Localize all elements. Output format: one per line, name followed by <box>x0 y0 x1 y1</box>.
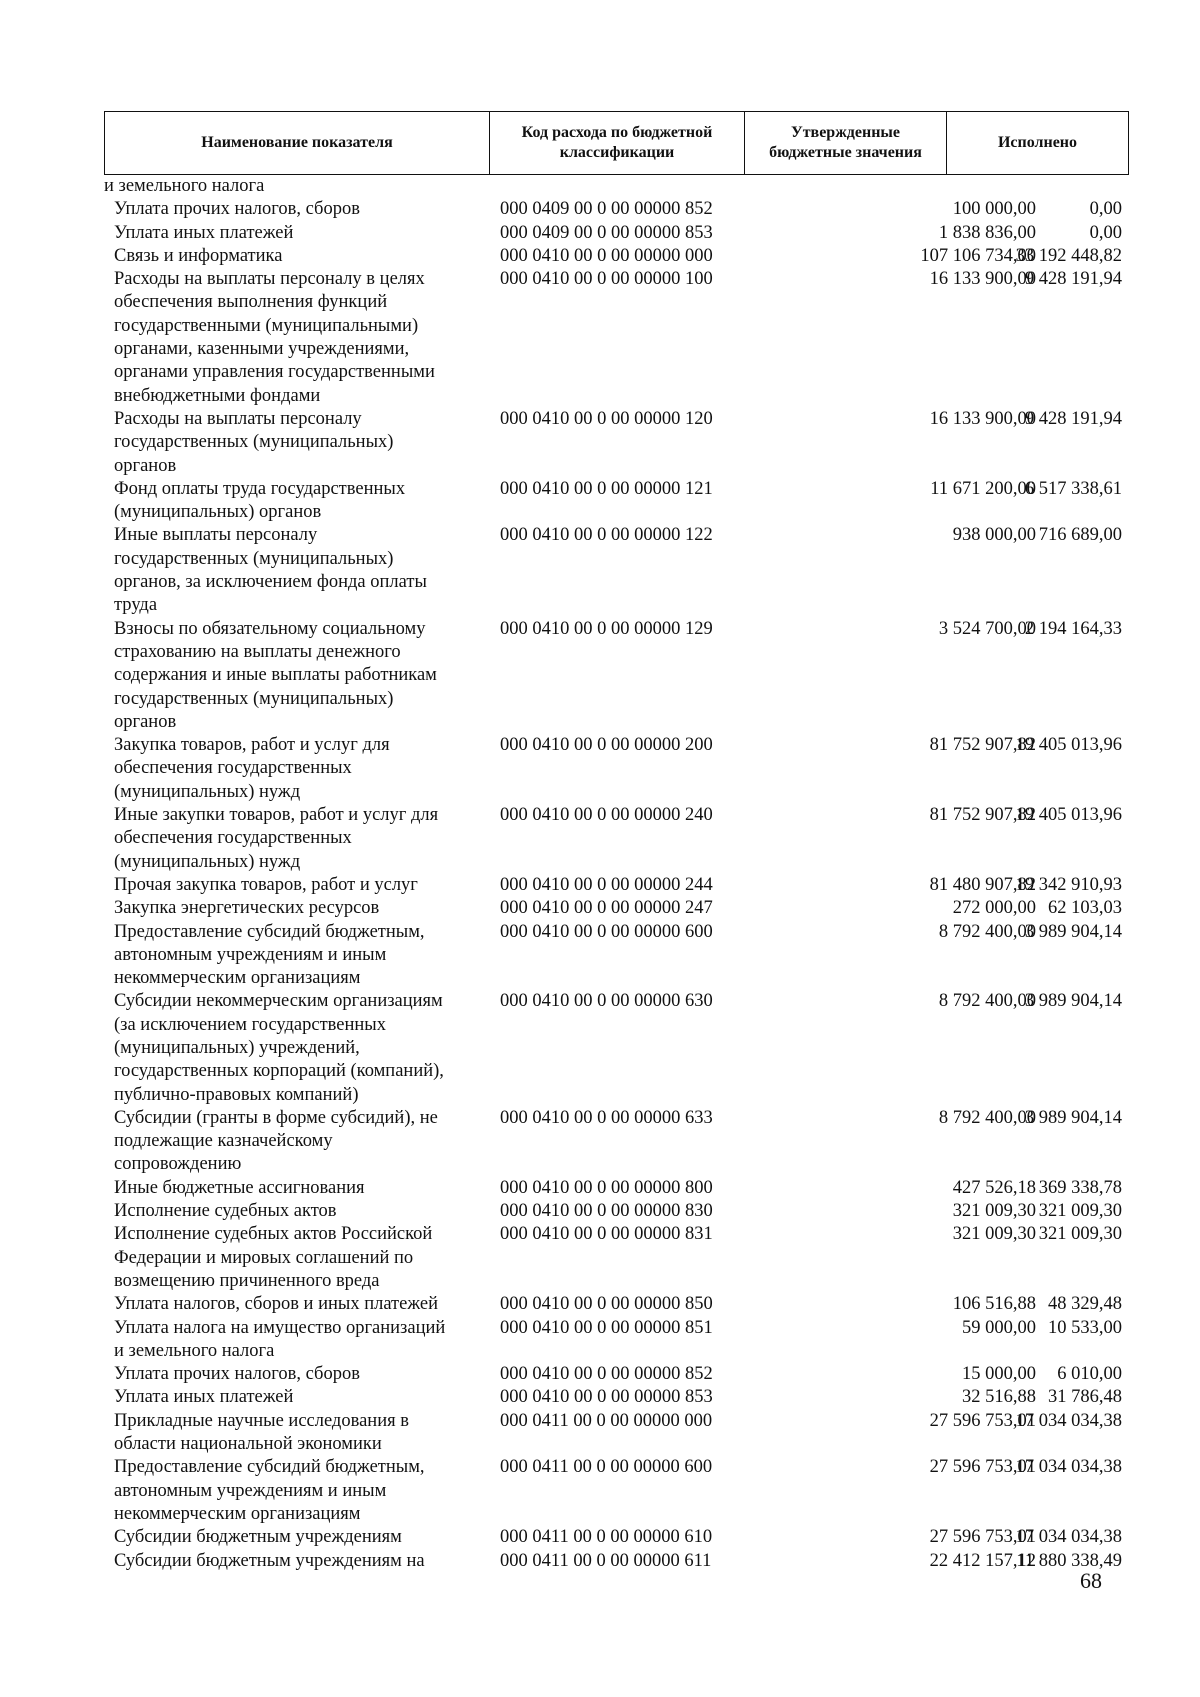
row-name-line: Взносы по обязательному социальному <box>114 618 426 639</box>
row-name-line: Прочая закупка товаров, работ и услуг <box>114 874 418 895</box>
row-executed: 33 192 448,82 <box>1015 245 1122 266</box>
row-code: 000 0410 00 0 00 00000 633 <box>500 1107 713 1128</box>
table-body <box>104 175 1128 1573</box>
row-approved: 8 792 400,00 <box>938 991 1036 1012</box>
row-name <box>104 1177 478 1200</box>
row-executed: 0,00 <box>1089 222 1122 243</box>
row-code: 000 0410 00 0 00 00000 200 <box>500 735 713 756</box>
row-name <box>104 1456 478 1526</box>
table-row <box>104 245 1128 268</box>
row-executed: 369 338,78 <box>1038 1177 1122 1198</box>
row-name-line: Субсидии бюджетным учреждениям <box>114 1527 402 1548</box>
row-name-line: и земельного налога <box>104 176 265 196</box>
row-approved: 8 792 400,00 <box>938 921 1036 942</box>
row-name-line: (муниципальных) органов <box>114 502 322 523</box>
row-executed: 62 103,03 <box>1048 898 1122 919</box>
row-name <box>104 734 478 804</box>
row-name-line: Иные бюджетные ассигнования <box>114 1177 365 1198</box>
row-approved: 427 526,18 <box>952 1177 1036 1198</box>
row-executed: 2 194 164,33 <box>1024 618 1122 639</box>
row-code: 000 0411 00 0 00 00000 600 <box>500 1457 713 1478</box>
row-approved: 106 516,88 <box>952 1294 1036 1315</box>
row-name <box>104 1410 478 1457</box>
row-name-line: Федерации и мировых соглашений по <box>114 1247 414 1268</box>
row-name <box>104 1363 478 1386</box>
row-code: 000 0410 00 0 00 00000 129 <box>500 618 713 639</box>
row-name-line: Предоставление субсидий бюджетным, <box>114 921 425 942</box>
table-row <box>104 524 1128 617</box>
row-name-line: Фонд оплаты труда государственных <box>114 478 406 499</box>
row-name <box>104 1107 478 1177</box>
row-approved: 3 524 700,00 <box>938 618 1036 639</box>
row-code: 000 0410 00 0 00 00000 121 <box>500 478 713 499</box>
row-code: 000 0410 00 0 00 00000 120 <box>500 408 713 429</box>
row-executed: 3 989 904,14 <box>1024 1107 1122 1128</box>
row-name-line: органами, казенными учреждениями, <box>114 339 410 360</box>
row-executed: 0,00 <box>1089 199 1122 220</box>
table-row <box>104 222 1128 245</box>
row-approved: 938 000,00 <box>952 525 1036 546</box>
row-executed: 17 034 034,38 <box>1015 1527 1122 1548</box>
row-name-line: Субсидии некоммерческим организациям <box>114 991 443 1012</box>
row-name-line: обеспечения выполнения функций <box>114 292 388 313</box>
row-name-line: (муниципальных) нужд <box>114 781 301 802</box>
row-code: 000 0410 00 0 00 00000 240 <box>500 805 713 826</box>
row-approved: 272 000,00 <box>952 898 1036 919</box>
table-row <box>104 921 1128 991</box>
row-name-line: публично-правовых компаний) <box>114 1084 359 1105</box>
row-executed: 11 880 338,49 <box>1016 1550 1122 1571</box>
row-name <box>104 897 478 920</box>
row-executed: 19 342 910,93 <box>1015 874 1122 895</box>
row-name-line: Уплата иных платежей <box>114 1387 294 1408</box>
row-code: 000 0410 00 0 00 00000 800 <box>500 1177 713 1198</box>
row-approved: 321 009,30 <box>952 1201 1036 1222</box>
table-row <box>104 618 1128 734</box>
row-code: 000 0410 00 0 00 00000 831 <box>500 1224 713 1245</box>
row-name-line: Расходы на выплаты персоналу в целях <box>114 269 425 290</box>
row-name <box>104 198 478 221</box>
table-row <box>104 1200 1128 1223</box>
row-code: 000 0410 00 0 00 00000 851 <box>500 1317 713 1338</box>
row-name-line: Уплата налога на имущество организаций <box>114 1317 446 1338</box>
row-name-line: возмещению причиненного вреда <box>114 1270 380 1291</box>
row-name-line: некоммерческим организациям <box>114 968 361 989</box>
row-name-line: Предоставление субсидий бюджетным, <box>114 1457 425 1478</box>
row-code: 000 0409 00 0 00 00000 852 <box>500 199 713 220</box>
row-approved: 27 596 753,01 <box>929 1410 1036 1431</box>
row-code: 000 0411 00 0 00 00000 610 <box>500 1527 713 1548</box>
row-name <box>104 1223 478 1293</box>
row-name-line: Субсидии бюджетным учреждениям на <box>114 1550 425 1571</box>
row-approved: 27 596 753,01 <box>929 1457 1036 1478</box>
table-row <box>104 1223 1128 1293</box>
row-name <box>104 245 478 268</box>
row-name-line: автономным учреждениям и иным <box>114 1480 387 1501</box>
table-header <box>104 111 1129 175</box>
header-code: Код расхода по бюджетной классификации <box>490 112 745 175</box>
row-executed: 9 428 191,94 <box>1024 269 1122 290</box>
row-approved: 22 412 157,12 <box>929 1550 1036 1571</box>
row-name-line: Исполнение судебных актов <box>114 1201 337 1222</box>
table-row <box>104 1410 1128 1457</box>
row-code: 000 0411 00 0 00 00000 611 <box>500 1550 712 1571</box>
row-name-line: Связь и информатика <box>114 245 283 266</box>
table-row <box>104 1107 1128 1177</box>
row-name-line: страхованию на выплаты денежного <box>114 641 401 662</box>
row-name-line: государственными (муниципальными) <box>114 315 419 336</box>
row-name <box>104 921 478 991</box>
table-row <box>104 897 1128 920</box>
row-name <box>104 478 478 525</box>
row-name <box>104 1550 478 1573</box>
row-name-line: области национальной экономики <box>114 1434 382 1455</box>
row-name-line: (муниципальных) нужд <box>114 851 301 872</box>
row-approved: 59 000,00 <box>962 1317 1036 1338</box>
table-row <box>104 990 1128 1106</box>
row-name-line: и земельного налога <box>114 1340 275 1361</box>
row-name <box>104 1200 478 1223</box>
row-name-line: обеспечения государственных <box>114 828 352 849</box>
table-row <box>104 1456 1128 1526</box>
row-code: 000 0409 00 0 00 00000 853 <box>500 222 713 243</box>
row-executed: 321 009,30 <box>1038 1224 1122 1245</box>
row-name-line: подлежащие казначейскому <box>114 1131 333 1152</box>
row-approved: 16 133 900,00 <box>929 269 1036 290</box>
row-executed: 17 034 034,38 <box>1015 1410 1122 1431</box>
row-name-line: государственных корпораций (компаний), <box>114 1061 444 1082</box>
row-name-line: Уплата прочих налогов, сборов <box>114 199 360 220</box>
row-name <box>104 990 478 1106</box>
table-row <box>104 1550 1128 1573</box>
row-name-line: труда <box>114 595 158 616</box>
row-approved: 15 000,00 <box>962 1364 1036 1385</box>
row-executed: 10 533,00 <box>1048 1317 1122 1338</box>
table-row <box>104 1526 1128 1549</box>
row-executed: 17 034 034,38 <box>1015 1457 1122 1478</box>
row-name-line: обеспечения государственных <box>114 758 352 779</box>
row-name-line: Уплата налогов, сборов и иных платежей <box>114 1294 439 1315</box>
row-approved: 100 000,00 <box>952 199 1036 220</box>
row-name <box>104 1317 478 1364</box>
row-name-line: Закупка энергетических ресурсов <box>114 898 380 919</box>
row-code: 000 0410 00 0 00 00000 244 <box>500 874 713 895</box>
row-approved: 27 596 753,01 <box>929 1527 1036 1548</box>
table-row <box>104 1317 1128 1364</box>
row-executed: 19 405 013,96 <box>1015 735 1122 756</box>
row-name-line: некоммерческим организациям <box>114 1503 361 1524</box>
table-row <box>104 175 1128 198</box>
row-name <box>104 175 478 198</box>
row-name-line: Субсидии (гранты в форме субсидий), не <box>114 1107 438 1128</box>
row-executed: 716 689,00 <box>1038 525 1122 546</box>
table-row <box>104 198 1128 221</box>
page-number: 68 <box>1080 1568 1102 1593</box>
row-name <box>104 1293 478 1316</box>
row-executed: 31 786,48 <box>1048 1387 1122 1408</box>
row-executed: 9 428 191,94 <box>1024 408 1122 429</box>
row-name-line: органов <box>114 455 177 476</box>
row-code: 000 0411 00 0 00 00000 000 <box>500 1410 713 1431</box>
row-approved: 321 009,30 <box>952 1224 1036 1245</box>
row-code: 000 0410 00 0 00 00000 100 <box>500 269 713 290</box>
row-name-line: внебюджетными фондами <box>114 385 321 406</box>
table-row <box>104 734 1128 804</box>
row-name <box>104 874 478 897</box>
header-executed: Исполнено <box>947 112 1129 175</box>
table-row <box>104 804 1128 874</box>
row-approved: 8 792 400,00 <box>938 1107 1036 1128</box>
row-name <box>104 804 478 874</box>
row-code: 000 0410 00 0 00 00000 852 <box>500 1364 713 1385</box>
row-name-line: органов <box>114 711 177 732</box>
row-name <box>104 222 478 245</box>
row-name-line: государственных (муниципальных) <box>114 432 394 453</box>
row-name-line: государственных (муниципальных) <box>114 548 394 569</box>
row-code: 000 0410 00 0 00 00000 247 <box>500 898 713 919</box>
row-name-line: Прикладные научные исследования в <box>114 1410 409 1431</box>
row-name-line: Исполнение судебных актов Российской <box>114 1224 433 1245</box>
row-name-line: Расходы на выплаты персоналу <box>114 408 362 429</box>
header-approved: Утвержденные бюджетные значения <box>745 112 947 175</box>
row-name-line: Уплата прочих налогов, сборов <box>114 1364 360 1385</box>
row-name <box>104 618 478 734</box>
table-row <box>104 1363 1128 1386</box>
row-name-line: содержания и иные выплаты работникам <box>114 665 437 686</box>
row-name-line: Иные закупки товаров, работ и услуг для <box>114 805 439 826</box>
row-name <box>104 408 478 478</box>
row-executed: 6 010,00 <box>1057 1364 1122 1385</box>
header-name: Наименование показателя <box>105 112 490 175</box>
row-approved: 81 480 907,82 <box>929 874 1036 895</box>
table-row <box>104 268 1128 408</box>
row-executed: 3 989 904,14 <box>1024 991 1122 1012</box>
row-name-line: Закупка товаров, работ и услуг для <box>114 735 390 756</box>
row-name <box>104 1526 478 1549</box>
table-row <box>104 1386 1128 1409</box>
table-row <box>104 408 1128 478</box>
row-executed: 6 517 338,61 <box>1024 478 1122 499</box>
row-approved: 11 671 200,00 <box>930 478 1036 499</box>
row-approved: 1 838 836,00 <box>938 222 1036 243</box>
row-approved: 107 106 734,00 <box>920 245 1036 266</box>
row-name-line: органами управления государственными <box>114 362 435 383</box>
row-name <box>104 1386 478 1409</box>
row-name-line: автономным учреждениям и иным <box>114 944 387 965</box>
row-approved: 81 752 907,82 <box>929 735 1036 756</box>
row-executed: 321 009,30 <box>1038 1201 1122 1222</box>
row-name-line: Уплата иных платежей <box>114 222 294 243</box>
row-executed: 19 405 013,96 <box>1015 805 1122 826</box>
row-code: 000 0410 00 0 00 00000 830 <box>500 1201 713 1222</box>
row-name-line: органов, за исключением фонда оплаты <box>114 572 427 593</box>
row-approved: 32 516,88 <box>962 1387 1036 1408</box>
row-name <box>104 524 478 617</box>
table-row <box>104 478 1128 525</box>
row-name-line: Иные выплаты персоналу <box>114 525 318 546</box>
row-approved: 81 752 907,82 <box>929 805 1036 826</box>
row-name-line: (муниципальных) учреждений, <box>114 1037 360 1058</box>
row-code: 000 0410 00 0 00 00000 850 <box>500 1294 713 1315</box>
row-code: 000 0410 00 0 00 00000 000 <box>500 245 713 266</box>
row-approved: 16 133 900,00 <box>929 408 1036 429</box>
row-name <box>104 268 478 408</box>
table-row <box>104 1293 1128 1316</box>
row-executed: 48 329,48 <box>1048 1294 1122 1315</box>
row-executed: 3 989 904,14 <box>1024 921 1122 942</box>
row-name-line: государственных (муниципальных) <box>114 688 394 709</box>
row-code: 000 0410 00 0 00 00000 630 <box>500 991 713 1012</box>
row-code: 000 0410 00 0 00 00000 122 <box>500 525 713 546</box>
row-code: 000 0410 00 0 00 00000 600 <box>500 921 713 942</box>
row-name-line: сопровождению <box>114 1154 242 1175</box>
row-code: 000 0410 00 0 00 00000 853 <box>500 1387 713 1408</box>
row-name-line: (за исключением государственных <box>114 1014 386 1035</box>
table-row <box>104 1177 1128 1200</box>
table-row <box>104 874 1128 897</box>
